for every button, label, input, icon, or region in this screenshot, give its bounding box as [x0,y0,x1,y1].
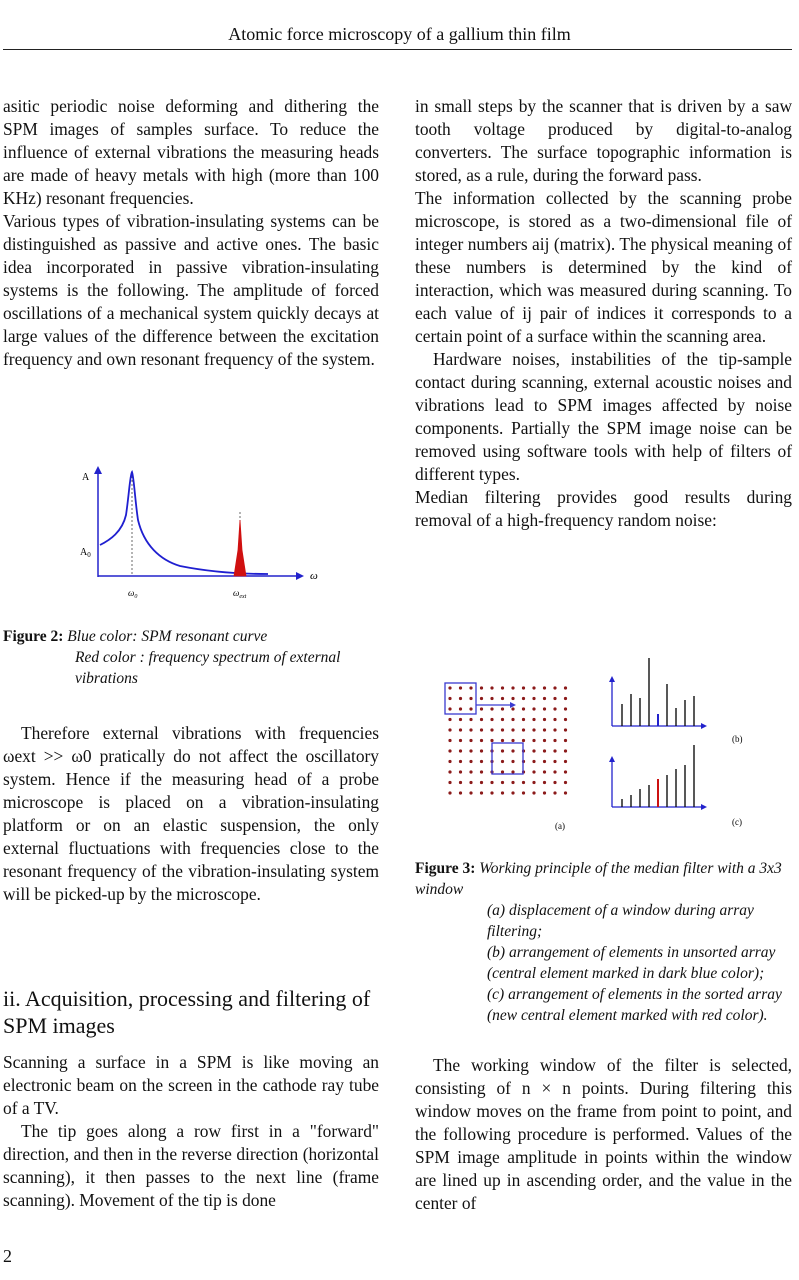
fig3-dot [501,686,504,689]
fig3-dot [448,707,451,710]
left-column-top [3,95,379,371]
fig3-dot [564,781,567,784]
fig3-dot [564,739,567,742]
fig3-c-x-arrow [701,804,707,810]
fig3-dot [564,770,567,773]
right-paragraph-3: Hardware noises, instabilities of the tip-sample contact during scanning, external acoustic noises and vibrations lead to SPM images affected by noise components. Partially the SPM image noise can be removed using software tools with help of filters of different types. [415,349,792,484]
fig3-dot [553,728,556,731]
fig3-dot [532,686,535,689]
fig3-dot [543,697,546,700]
fig3-dot [480,770,483,773]
right-column-top [415,95,792,532]
fig2-x-arrow [296,572,304,580]
fig3-dot [543,739,546,742]
fig3-dot [459,697,462,700]
fig3-dot [480,718,483,721]
fig3-dot [511,770,514,773]
fig3-dot [501,760,504,763]
fig3-dot [543,718,546,721]
fig3-dot [459,728,462,731]
fig3-dot [522,718,525,721]
fig3-dot [490,686,493,689]
fig3-dot [511,760,514,763]
fig3-dot [543,749,546,752]
fig3-dot [522,728,525,731]
fig3-dot [459,791,462,794]
fig3-dot [553,697,556,700]
fig3-dot [448,718,451,721]
fig3-dot [459,781,462,784]
fig3-dot [501,707,504,710]
running-title: Atomic force microscopy of a gallium thin film [228,24,571,44]
figure-3-label: Figure 3: [415,860,476,877]
right-paragraph-2: The information collected by the scanning probe microscope, is stored as a two-dimensional file of integer numbers aij (matrix). The physical meaning of these numbers is determined by the kind of interaction, which was measured during scanning. To each value of ij pair of indices it corresponds to a certain point of a surface within the scanning area. [415,188,792,346]
fig3-dot [490,781,493,784]
fig3-dot [459,686,462,689]
fig3-dot [564,728,567,731]
figure-3-caption-line-4: (c) arrangement of elements in the sorted array (new central element marked with red color). [487,986,782,1024]
left-paragraph-2: Various types of vibration-insulating systems can be distinguished as passive and active ones. The basic idea incorporated in passive vibration-insulating systems is the following. The amplitude of forced oscillations of a mechanical system quickly decays at large values of the difference between the excitation frequency and own resonant frequency of the system. [3,211,379,369]
fig3-dot [480,781,483,784]
fig3-dot [448,728,451,731]
page-number: 2 [3,1246,12,1266]
fig3-dot [511,749,514,752]
fig3-dot [448,697,451,700]
fig3-dot [480,791,483,794]
fig3-dot [532,791,535,794]
fig3-b-x-arrow [701,723,707,729]
figure-3-caption-line-2: (a) displacement of a window during array filtering; [487,902,754,940]
fig3-dot [501,728,504,731]
fig3-dot [553,760,556,763]
right-paragraph-4: Median filtering provides good results during removal of a high-frequency random noise: [415,487,792,530]
fig3-dot [480,686,483,689]
fig3-dot [532,697,535,700]
fig3-dot [501,791,504,794]
fig3-dot [459,718,462,721]
fig3-dot [522,791,525,794]
fig3-dot [469,791,472,794]
fig3-dot [553,707,556,710]
fig3-dot [522,686,525,689]
fig3-dot [469,770,472,773]
fig3-dot [553,686,556,689]
figure-2-resonance-plot [70,460,330,600]
fig3-dot [448,760,451,763]
fig3-dot [469,739,472,742]
figure-2-caption-line-2: Red color : frequency spectrum of external vibrations [75,649,341,687]
fig3-dot [469,781,472,784]
fig3-dot [511,739,514,742]
fig2-axis-omega: ω [310,570,318,582]
figure-2-caption-line-1: Blue color: SPM resonant curve [67,628,268,645]
left-paragraph-1: asitic periodic noise deforming and dithering the SPM images of samples surface. To reduce the influence of external vibrations the measuring heads are made of heavy metals with high (more than 100 KHz) resonant frequencies. [3,96,379,208]
fig3-dot [543,686,546,689]
fig3-dot [459,739,462,742]
fig2-axis-a0: $A_0$ [80,547,91,559]
fig3-dot [448,770,451,773]
fig3-dot [469,718,472,721]
fig3-dot [511,718,514,721]
fig3-window-moved [492,743,523,774]
fig3-dot [469,707,472,710]
fig3-dot [448,781,451,784]
fig3-dot [469,728,472,731]
fig3-dot [480,739,483,742]
fig3-dot [480,749,483,752]
fig3-dot [553,749,556,752]
fig3-dot [564,749,567,752]
fig3-dot [469,760,472,763]
right-paragraph-5: The working window of the filter is selected, consisting of n × n points. During filtering this window moves on the frame from point to point, and the following procedure is performed. Values of the SPM image amplitude in points within the window are lined up in ascending order, and the value in the center of [415,1055,792,1213]
fig3-label-a: (a) [555,821,565,831]
fig3-dot [480,697,483,700]
fig3-dot [448,686,451,689]
fig3-dot [511,781,514,784]
fig3-dot [543,760,546,763]
fig3-dot [532,707,535,710]
fig3-dot [511,707,514,710]
left-paragraph-3: Therefore external vibrations with frequencies ωext >> ω0 pratically do not affect the oscillatory system. Hence if the measuring head of a probe microscope is placed on a vibration-insulating platform or on an elastic suspension, the only external fluctuations with frequencies close to the resonant frequency of the vibration-insulating system will be picked-up by the microscope. [3,723,379,904]
fig3-c-y-arrow [609,756,615,762]
right-paragraph-1: in small steps by the scanner that is driven by a saw tooth voltage produced by digital-to-analog converters. The surface topographic information is stored, as a rule, during the forward pass. [415,96,792,185]
left-column-middle [3,722,379,906]
figure-2-caption [3,626,381,689]
fig3-dot [532,718,535,721]
fig3-c-bars [622,745,694,807]
fig3-dot [501,718,504,721]
left-paragraph-5: The tip goes along a row first in a "forward" direction, and then in the reverse direction (horizontal scanning), it then passes to the next line (frame scanning). Movement of the tip is done [3,1121,379,1210]
right-column-bottom [415,1054,792,1215]
fig3-dot [543,781,546,784]
fig3-dot [564,697,567,700]
fig3-dot [553,739,556,742]
fig3-label-c: (c) [732,817,742,827]
fig3-dot [459,770,462,773]
fig3-dot [469,686,472,689]
fig3-dot [448,791,451,794]
fig3-dot [564,686,567,689]
fig3-dot [501,739,504,742]
fig3-dot [522,781,525,784]
fig3-dot [532,770,535,773]
fig3-dot [532,781,535,784]
fig2-y-arrow [94,466,102,474]
fig3-dot [490,739,493,742]
fig3-dot [522,739,525,742]
fig3-dot [553,781,556,784]
fig3-dot [490,707,493,710]
fig3-dot [543,791,546,794]
fig3-label-b: (b) [732,734,743,744]
fig3-dot [564,760,567,763]
left-column-bottom [3,1051,379,1212]
fig3-dot [543,707,546,710]
fig3-dot [469,697,472,700]
fig3-dot [459,707,462,710]
fig3-dot [511,686,514,689]
fig3-b-y-arrow [609,676,615,682]
section-number: ii. [3,986,21,1011]
fig3-dot [532,749,535,752]
fig3-dot [543,770,546,773]
fig2-tick-w0: $\omega_0$ [128,588,138,600]
fig3-dot [490,728,493,731]
fig3-dot [501,697,504,700]
fig3-b-bars [622,658,694,726]
fig3-dot-grid [448,686,567,794]
fig2-tick-wext: $\omega_{ext}$ [233,588,247,600]
header-rule [3,49,792,50]
fig3-dot [511,728,514,731]
fig2-axis-a: A [82,472,90,483]
fig3-dot [522,707,525,710]
fig3-dot [553,770,556,773]
fig3-dot [564,707,567,710]
section-title: Acquisition, processing and filtering of SPM images [3,986,371,1038]
figure-3-caption-line-1: Working principle of the median filter with a 3x3 window [415,860,782,898]
fig3-dot [511,791,514,794]
fig3-move-arrow-head [510,702,516,708]
fig3-dot [553,718,556,721]
fig3-dot [501,749,504,752]
left-paragraph-4: Scanning a surface in a SPM is like moving an electronic beam on the screen in the cathode ray tube of a TV. [3,1052,379,1118]
fig3-dot [501,770,504,773]
section-heading [3,985,383,1039]
fig3-dot [490,791,493,794]
fig3-dot [459,749,462,752]
fig3-dot [490,697,493,700]
fig3-dot [553,791,556,794]
fig3-dot [448,749,451,752]
fig3-dot [480,728,483,731]
fig3-dot [501,781,504,784]
fig3-dot [480,760,483,763]
fig3-dot [532,760,535,763]
figure-2-label: Figure 2: [3,628,64,645]
fig3-dot [543,728,546,731]
fig3-dot [448,739,451,742]
fig3-dot [469,749,472,752]
figure-3-caption-line-3: (b) arrangement of elements in unsorted array (central element marked in dark blue color); [487,944,776,982]
fig3-dot [490,718,493,721]
fig3-dot [564,791,567,794]
fig3-dot [532,739,535,742]
fig3-dot [459,760,462,763]
fig3-dot [532,728,535,731]
fig3-dot [511,697,514,700]
figure-3-median-filter [440,650,760,835]
fig3-dot [480,707,483,710]
fig2-external-spectrum [234,520,246,576]
figure-3-caption [415,858,791,1026]
fig3-dot [564,718,567,721]
fig3-dot [522,697,525,700]
